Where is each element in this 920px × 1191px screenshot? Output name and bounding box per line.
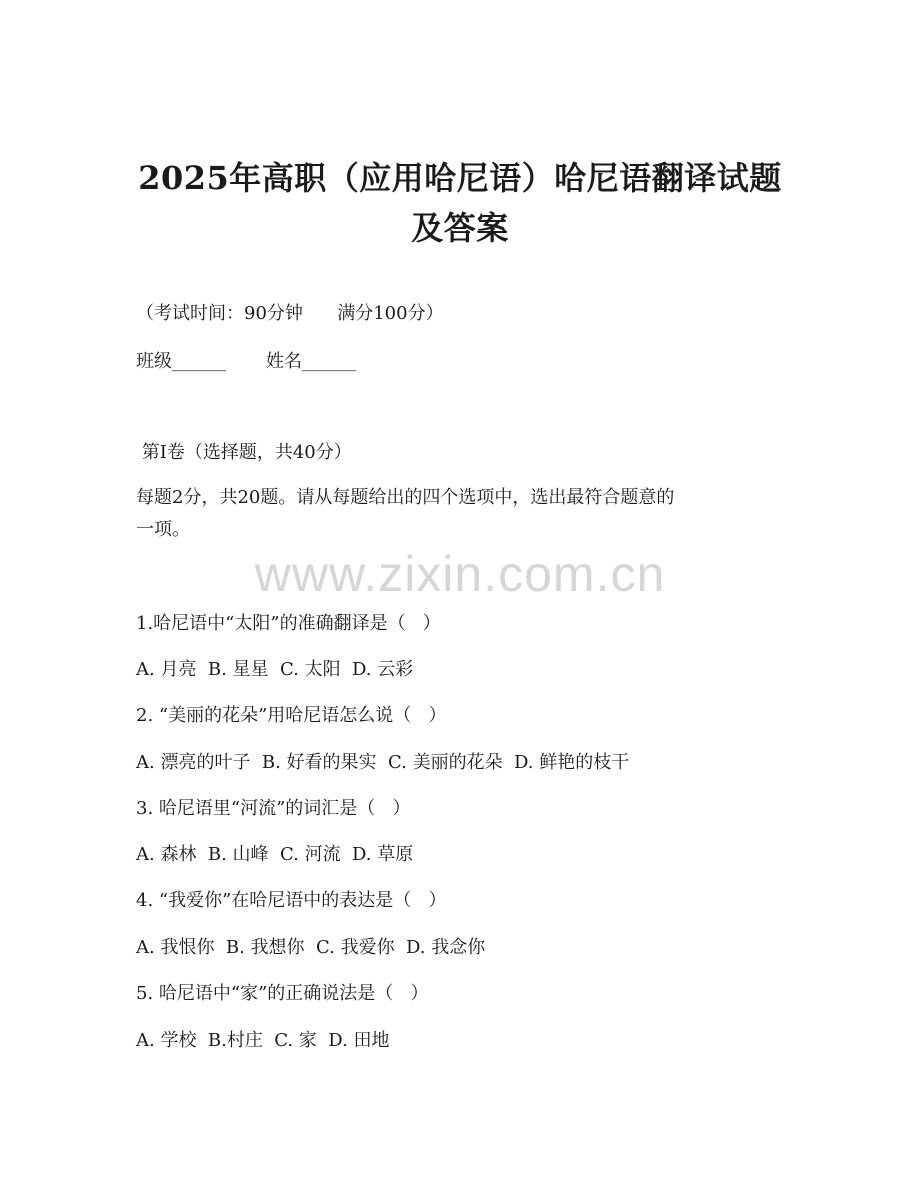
document-title-line-1: 2025年高职（应用哈尼语）哈尼语翻译试题	[138, 159, 782, 197]
question-4-options: A. 我恨你 B. 我想你 C. 我爱你 D. 我念你	[136, 937, 486, 958]
section-heading: 第Ⅰ卷（选择题，共40分）	[136, 442, 352, 463]
question-5-stem: 5. 哈尼语中“家”的正确说法是（ ）	[136, 983, 429, 1004]
question-1-options: A. 月亮 B. 星星 C. 太阳 D. 云彩	[136, 659, 414, 680]
question-3-stem: 3. 哈尼语里“河流”的词汇是（ ）	[136, 798, 411, 819]
question-2-options: A. 漂亮的叶子 B. 好看的果实 C. 美丽的花朵 D. 鲜艳的枝干	[136, 752, 630, 773]
question-2-stem: 2. “美丽的花朵”用哈尼语怎么说（ ）	[136, 705, 447, 726]
instructions-line-1: 每题2分，共20题。请从每题给出的四个选项中，选出最符合题意的	[136, 487, 675, 508]
question-1-stem: 1.哈尼语中“太阳”的准确翻译是（ ）	[136, 613, 441, 634]
watermark: www.zixin.com.cn	[254, 546, 666, 602]
exam-info: （考试时间：90分钟 满分100分）	[136, 303, 444, 324]
question-5-options: A. 学校 B.村庄 C. 家 D. 田地	[136, 1030, 390, 1051]
question-4-stem: 4. “我爱你”在哈尼语中的表达是（ ）	[136, 890, 447, 911]
instructions-line-2: 一项。	[136, 519, 190, 540]
document-title-line-2: 及答案	[411, 209, 509, 247]
student-fields: 班级______ 姓名______	[136, 351, 357, 372]
question-3-options: A. 森林 B. 山峰 C. 河流 D. 草原	[136, 844, 414, 865]
